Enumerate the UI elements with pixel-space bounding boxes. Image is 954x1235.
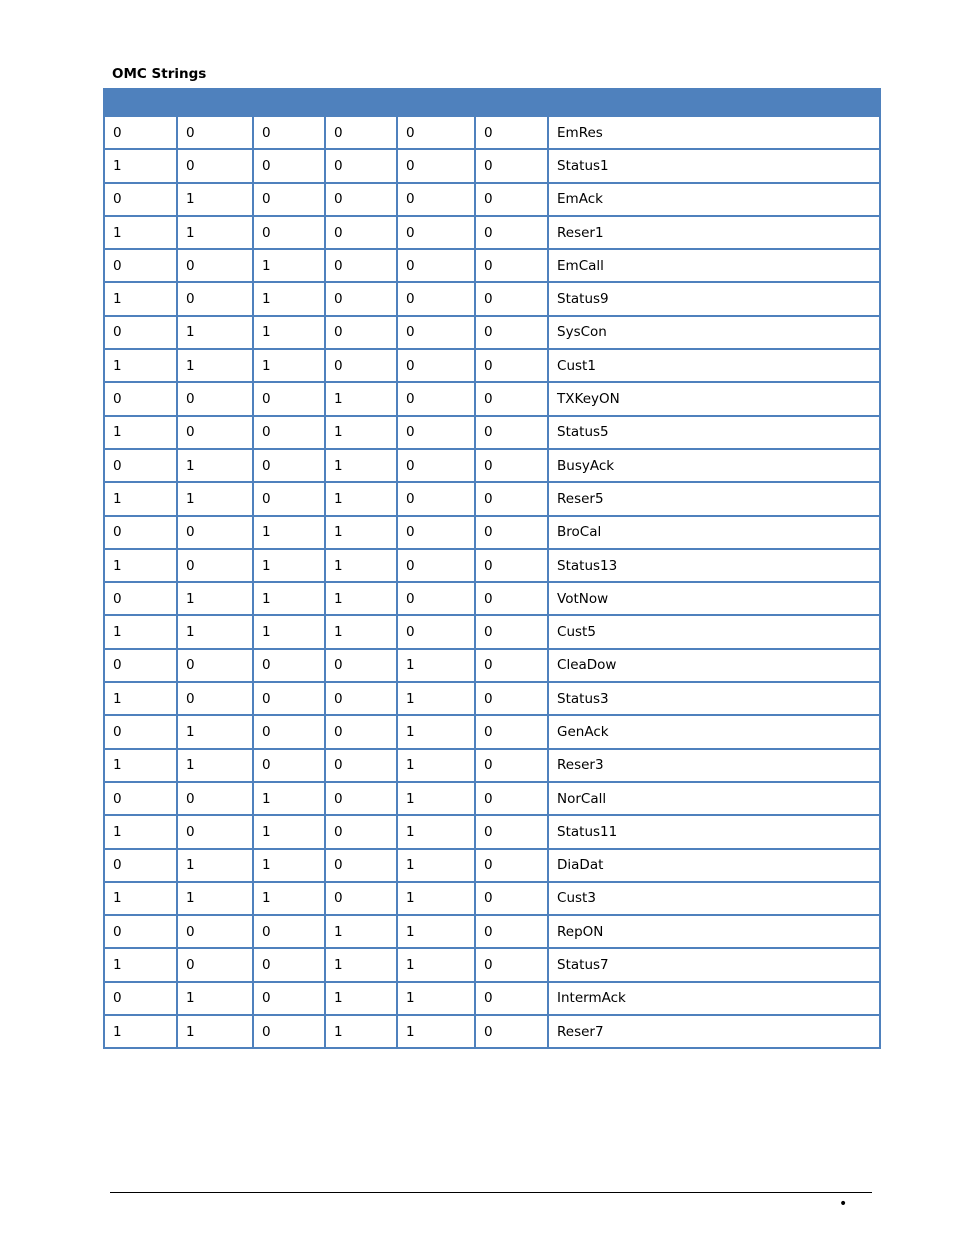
bit-3-cell: 0 [325, 682, 397, 715]
string-name-cell: VotNow [548, 582, 880, 615]
table-row [104, 948, 880, 981]
bit-4-cell: 0 [397, 482, 475, 515]
bit-0-cell: 0 [104, 449, 177, 482]
bit-0-cell: 0 [104, 582, 177, 615]
bit-2-cell: 0 [253, 982, 325, 1015]
bit-2-cell: 0 [253, 482, 325, 515]
bit-0-cell: 1 [104, 349, 177, 382]
string-name-cell: Status9 [548, 282, 880, 315]
bit-4-cell: 0 [397, 549, 475, 582]
string-name-cell: IntermAck [548, 982, 880, 1015]
table-row [104, 749, 880, 782]
table-row [104, 815, 880, 848]
table-row [104, 982, 880, 1015]
table-row [104, 449, 880, 482]
bit-4-cell: 1 [397, 849, 475, 882]
bit-0-cell: 0 [104, 516, 177, 549]
string-name-cell: Cust1 [548, 349, 880, 382]
bit-2-cell: 0 [253, 749, 325, 782]
bit-1-cell: 0 [177, 782, 253, 815]
table-row [104, 882, 880, 915]
bit-2-cell: 0 [253, 416, 325, 449]
bit-1-cell: 1 [177, 449, 253, 482]
bit-4-cell: 0 [397, 316, 475, 349]
bit-3-cell: 1 [325, 915, 397, 948]
bit-5-cell: 0 [475, 749, 548, 782]
bit-4-cell: 1 [397, 815, 475, 848]
table-header-cell [325, 89, 880, 116]
bit-3-cell: 1 [325, 582, 397, 615]
table-row [104, 849, 880, 882]
table-row [104, 649, 880, 682]
bit-1-cell: 0 [177, 416, 253, 449]
bit-0-cell: 1 [104, 615, 177, 648]
bit-0-cell: 1 [104, 882, 177, 915]
bit-1-cell: 0 [177, 249, 253, 282]
table-row [104, 116, 880, 149]
table-row [104, 216, 880, 249]
table-header-row [104, 89, 880, 116]
bit-3-cell: 1 [325, 948, 397, 981]
table-row [104, 615, 880, 648]
string-name-cell: Reser1 [548, 216, 880, 249]
bit-0-cell: 1 [104, 682, 177, 715]
bit-2-cell: 1 [253, 882, 325, 915]
bit-4-cell: 0 [397, 183, 475, 216]
bit-4-cell: 1 [397, 682, 475, 715]
bit-4-cell: 0 [397, 249, 475, 282]
bit-4-cell: 1 [397, 1015, 475, 1048]
bit-1-cell: 0 [177, 549, 253, 582]
string-name-cell: GenAck [548, 715, 880, 748]
bit-0-cell: 1 [104, 216, 177, 249]
bit-1-cell: 0 [177, 948, 253, 981]
bit-1-cell: 1 [177, 582, 253, 615]
table-row [104, 582, 880, 615]
bit-2-cell: 1 [253, 316, 325, 349]
bit-2-cell: 1 [253, 849, 325, 882]
bit-1-cell: 1 [177, 749, 253, 782]
bit-3-cell: 0 [325, 183, 397, 216]
bit-1-cell: 1 [177, 316, 253, 349]
bit-5-cell: 0 [475, 449, 548, 482]
bit-0-cell: 1 [104, 149, 177, 182]
bit-2-cell: 1 [253, 249, 325, 282]
bit-0-cell: 1 [104, 948, 177, 981]
bit-3-cell: 1 [325, 516, 397, 549]
bit-1-cell: 1 [177, 982, 253, 1015]
bit-3-cell: 1 [325, 1015, 397, 1048]
bit-1-cell: 1 [177, 482, 253, 515]
bit-2-cell: 1 [253, 582, 325, 615]
bit-0-cell: 1 [104, 549, 177, 582]
bit-3-cell: 0 [325, 715, 397, 748]
string-name-cell: BroCal [548, 516, 880, 549]
bit-5-cell: 0 [475, 948, 548, 981]
table-row [104, 316, 880, 349]
string-name-cell: Reser5 [548, 482, 880, 515]
string-name-cell: Status7 [548, 948, 880, 981]
table-row [104, 682, 880, 715]
string-name-cell: EmAck [548, 183, 880, 216]
string-name-cell: TXKeyON [548, 382, 880, 415]
bit-3-cell: 0 [325, 649, 397, 682]
table-row [104, 715, 880, 748]
bit-2-cell: 0 [253, 382, 325, 415]
bit-2-cell: 0 [253, 682, 325, 715]
string-name-cell: NorCall [548, 782, 880, 815]
table-row [104, 782, 880, 815]
bit-4-cell: 0 [397, 282, 475, 315]
table-row [104, 382, 880, 415]
bit-3-cell: 0 [325, 116, 397, 149]
string-name-cell: Status1 [548, 149, 880, 182]
bit-4-cell: 1 [397, 882, 475, 915]
bit-0-cell: 0 [104, 316, 177, 349]
bit-2-cell: 1 [253, 782, 325, 815]
bit-2-cell: 0 [253, 449, 325, 482]
bit-4-cell: 0 [397, 216, 475, 249]
bit-3-cell: 0 [325, 216, 397, 249]
bit-1-cell: 0 [177, 815, 253, 848]
bit-0-cell: 0 [104, 782, 177, 815]
bit-1-cell: 1 [177, 715, 253, 748]
bit-0-cell: 0 [104, 382, 177, 415]
bit-5-cell: 0 [475, 316, 548, 349]
table-row [104, 1015, 880, 1048]
omc-strings-table [103, 88, 881, 1049]
bit-3-cell: 1 [325, 382, 397, 415]
string-name-cell: Cust5 [548, 615, 880, 648]
bit-0-cell: 1 [104, 282, 177, 315]
table-row [104, 249, 880, 282]
bit-5-cell: 0 [475, 582, 548, 615]
bit-3-cell: 1 [325, 982, 397, 1015]
bit-2-cell: 0 [253, 715, 325, 748]
string-name-cell: Reser3 [548, 749, 880, 782]
bit-1-cell: 1 [177, 849, 253, 882]
bit-1-cell: 0 [177, 649, 253, 682]
bit-2-cell: 0 [253, 948, 325, 981]
bit-5-cell: 0 [475, 282, 548, 315]
footer-rule [110, 1192, 872, 1193]
bit-3-cell: 1 [325, 549, 397, 582]
bit-0-cell: 0 [104, 116, 177, 149]
bit-5-cell: 0 [475, 183, 548, 216]
string-name-cell: Status3 [548, 682, 880, 715]
bit-1-cell: 1 [177, 882, 253, 915]
bit-1-cell: 0 [177, 149, 253, 182]
bit-2-cell: 0 [253, 649, 325, 682]
table-header-cell [104, 89, 325, 116]
bit-5-cell: 0 [475, 815, 548, 848]
bit-4-cell: 1 [397, 782, 475, 815]
section-title: OMC Strings [112, 66, 207, 82]
bit-5-cell: 0 [475, 682, 548, 715]
bit-2-cell: 0 [253, 216, 325, 249]
bit-1-cell: 0 [177, 516, 253, 549]
bit-1-cell: 0 [177, 116, 253, 149]
table-row [104, 149, 880, 182]
bit-3-cell: 1 [325, 449, 397, 482]
bit-4-cell: 0 [397, 382, 475, 415]
bit-3-cell: 0 [325, 282, 397, 315]
string-name-cell: EmRes [548, 116, 880, 149]
table-row [104, 482, 880, 515]
bit-4-cell: 0 [397, 449, 475, 482]
string-name-cell: Status5 [548, 416, 880, 449]
bit-0-cell: 0 [104, 715, 177, 748]
string-name-cell: DiaDat [548, 849, 880, 882]
bit-3-cell: 0 [325, 849, 397, 882]
bit-1-cell: 1 [177, 216, 253, 249]
bit-1-cell: 0 [177, 682, 253, 715]
bit-0-cell: 0 [104, 649, 177, 682]
bit-5-cell: 0 [475, 915, 548, 948]
bit-1-cell: 1 [177, 1015, 253, 1048]
table-row [104, 416, 880, 449]
bit-2-cell: 0 [253, 183, 325, 216]
table-row [104, 516, 880, 549]
bit-4-cell: 0 [397, 116, 475, 149]
bit-4-cell: 0 [397, 582, 475, 615]
bit-0-cell: 0 [104, 982, 177, 1015]
table-row [104, 549, 880, 582]
bit-4-cell: 0 [397, 149, 475, 182]
bit-4-cell: 0 [397, 349, 475, 382]
bit-1-cell: 1 [177, 183, 253, 216]
bit-3-cell: 0 [325, 149, 397, 182]
bit-5-cell: 0 [475, 349, 548, 382]
bit-5-cell: 0 [475, 516, 548, 549]
table-row [104, 349, 880, 382]
bit-0-cell: 0 [104, 849, 177, 882]
bit-0-cell: 1 [104, 815, 177, 848]
bit-2-cell: 0 [253, 1015, 325, 1048]
bit-5-cell: 0 [475, 1015, 548, 1048]
footer-bullet: • [839, 1196, 848, 1212]
string-name-cell: EmCall [548, 249, 880, 282]
table-body [104, 89, 880, 1048]
table-row [104, 282, 880, 315]
bit-3-cell: 1 [325, 482, 397, 515]
bit-0-cell: 1 [104, 416, 177, 449]
bit-3-cell: 1 [325, 416, 397, 449]
table-row [104, 183, 880, 216]
bit-3-cell: 0 [325, 815, 397, 848]
bit-4-cell: 1 [397, 948, 475, 981]
bit-1-cell: 1 [177, 615, 253, 648]
bit-3-cell: 0 [325, 782, 397, 815]
bit-5-cell: 0 [475, 116, 548, 149]
bit-4-cell: 0 [397, 615, 475, 648]
bit-5-cell: 0 [475, 149, 548, 182]
bit-0-cell: 1 [104, 482, 177, 515]
bit-0-cell: 0 [104, 183, 177, 216]
bit-2-cell: 0 [253, 915, 325, 948]
bit-5-cell: 0 [475, 982, 548, 1015]
bit-5-cell: 0 [475, 416, 548, 449]
bit-0-cell: 1 [104, 1015, 177, 1048]
string-name-cell: Cust3 [548, 882, 880, 915]
string-name-cell: CleaDow [548, 649, 880, 682]
string-name-cell: BusyAck [548, 449, 880, 482]
bit-2-cell: 1 [253, 615, 325, 648]
bit-2-cell: 0 [253, 149, 325, 182]
bit-4-cell: 0 [397, 516, 475, 549]
bit-2-cell: 1 [253, 282, 325, 315]
bit-4-cell: 1 [397, 749, 475, 782]
bit-5-cell: 0 [475, 482, 548, 515]
bit-5-cell: 0 [475, 249, 548, 282]
bit-5-cell: 0 [475, 849, 548, 882]
bit-2-cell: 0 [253, 116, 325, 149]
bit-1-cell: 0 [177, 282, 253, 315]
bit-3-cell: 0 [325, 249, 397, 282]
bit-5-cell: 0 [475, 882, 548, 915]
bit-1-cell: 0 [177, 382, 253, 415]
table-row [104, 915, 880, 948]
string-name-cell: Status11 [548, 815, 880, 848]
bit-4-cell: 1 [397, 649, 475, 682]
bit-0-cell: 0 [104, 915, 177, 948]
bit-3-cell: 0 [325, 316, 397, 349]
bit-3-cell: 1 [325, 615, 397, 648]
bit-5-cell: 0 [475, 782, 548, 815]
bit-5-cell: 0 [475, 549, 548, 582]
bit-0-cell: 0 [104, 249, 177, 282]
bit-5-cell: 0 [475, 615, 548, 648]
bit-2-cell: 1 [253, 349, 325, 382]
bit-1-cell: 1 [177, 349, 253, 382]
string-name-cell: RepON [548, 915, 880, 948]
bit-3-cell: 0 [325, 349, 397, 382]
string-name-cell: Status13 [548, 549, 880, 582]
bit-2-cell: 1 [253, 815, 325, 848]
bit-5-cell: 0 [475, 715, 548, 748]
bit-4-cell: 1 [397, 915, 475, 948]
bit-4-cell: 1 [397, 982, 475, 1015]
string-name-cell: Reser7 [548, 1015, 880, 1048]
bit-5-cell: 0 [475, 382, 548, 415]
bit-4-cell: 0 [397, 416, 475, 449]
string-name-cell: SysCon [548, 316, 880, 349]
bit-2-cell: 1 [253, 516, 325, 549]
bit-1-cell: 0 [177, 915, 253, 948]
bit-2-cell: 1 [253, 549, 325, 582]
bit-4-cell: 1 [397, 715, 475, 748]
bit-3-cell: 0 [325, 882, 397, 915]
bit-3-cell: 0 [325, 749, 397, 782]
bit-5-cell: 0 [475, 216, 548, 249]
bit-5-cell: 0 [475, 649, 548, 682]
bit-0-cell: 1 [104, 749, 177, 782]
